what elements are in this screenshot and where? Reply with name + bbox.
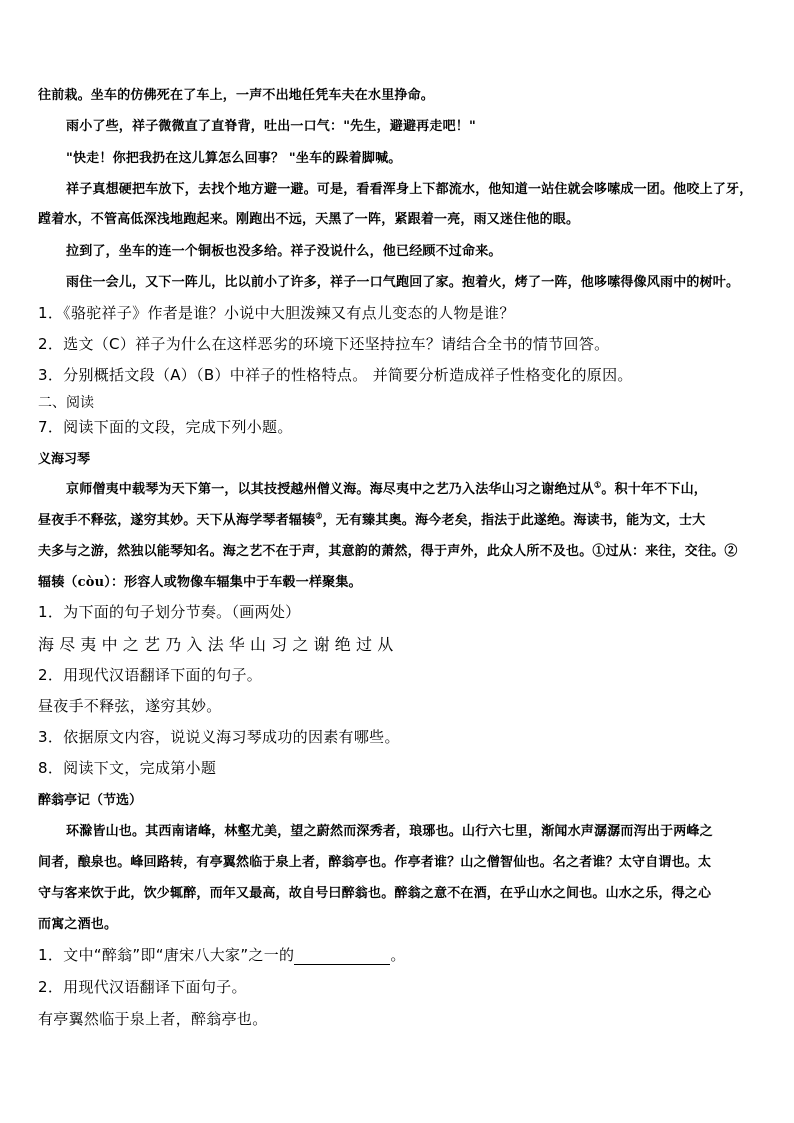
passage-line: 夫多与之游，然独以能琴知名。海之艺不在于声，其意韵的萧然，得于声外，此众人所不及也。①过从：来往，交往。② <box>38 544 738 559</box>
footnote-marker: ① <box>594 479 602 490</box>
passage-line: 往前栽。坐车的仿佛死在了车上，一声不出地任凭车夫在水里挣命。 <box>38 88 435 103</box>
passage-line: 雨住一会儿，又下一阵儿，比以前小了许多，祥子一口气跑回了家。抱着火，烤了一阵，他哆嗦得像风雨中的树叶。 <box>66 275 740 290</box>
question-sentence: 昼夜手不释弦，遂穷其妙。 <box>38 697 222 715</box>
question-item: 1．《骆驼祥子》作者是谁？小说中大胆泼辣又有点儿变态的人物是谁？ <box>38 304 515 322</box>
answer-blank[interactable] <box>294 950 390 965</box>
passage-line <box>38 509 758 528</box>
passage-title: 义海习琴 <box>38 452 91 467</box>
question-item: 1．为下面的句子划分节奏。（画两处） <box>38 603 301 621</box>
passage-line: 蹚着水，不管高低深浅地跑起来。刚跑出不远，天黑了一阵，紧跟着一亮，雨又迷住他的眼。 <box>38 212 580 227</box>
passage-line: 雨小了些，祥子微微直了直脊背，吐出一口气："先生，避避再走吧！" <box>66 119 476 134</box>
passage-title: 醉翁亭记（节选） <box>38 793 143 808</box>
passage-line: 守与客来饮于此，饮少辄醉，而年又最高，故自号曰醉翁也。醉翁之意不在酒，在乎山水之间也。山水之乐，得之心 <box>38 886 712 901</box>
footnote-marker: ② <box>315 510 323 521</box>
question-item: 2．选文（C）祥子为什么在这样恶劣的环境下还坚持拉车？请结合全书的情节回答。 <box>38 335 610 353</box>
passage-line: "快走！你把我扔在这儿算怎么回事？ "坐车的跺着脚喊。 <box>66 151 402 166</box>
question-item: 2．用现代汉语翻译下面句子。 <box>38 978 247 996</box>
footnote-line: 辐辏（còu）：形容人或物像车辐集中于车毂一样聚集。 <box>38 575 362 590</box>
passage-line: 拉到了，坐车的连一个铜板也没多给。祥子没说什么，他已经顾不过命来。 <box>66 244 502 259</box>
passage-line <box>66 478 758 497</box>
question-item <box>38 944 758 965</box>
passage-line: 环滁皆山也。其西南诸峰，林壑尤美，望之蔚然而深秀者，琅琊也。山行六七里，渐闻水声潺潺而泻出于两峰之 <box>66 824 713 839</box>
section-heading: 二、阅读 <box>38 395 94 411</box>
question-item: 3．依据原文内容，说说义海习琴成功的因素有哪些。 <box>38 728 400 746</box>
question-sentence: 海尽夷中之艺乃入法华山习之谢绝过从 <box>38 635 399 654</box>
question-item: 2．用现代汉语翻译下面的句子。 <box>38 666 263 684</box>
question-prompt: 7．阅读下面的文段，完成下列小题。 <box>38 418 293 436</box>
passage-text: 昼夜手不释弦，遂穷其妙。天下从海学琴者辐辏 <box>38 513 316 528</box>
passage-text: 京师僧夷中载琴为天下第一，以其技授越州僧义海。海尽夷中之艺乃入法华山习之谢绝过从 <box>66 482 595 497</box>
passage-line: 而寓之酒也。 <box>38 917 118 932</box>
question-prompt: 8．阅读下文，完成第小题 <box>38 759 217 777</box>
passage-text: 。积十年不下山， <box>601 482 707 497</box>
passage-line: 间者，酿泉也。峰回路转，有亭翼然临于泉上者，醉翁亭也。作亭者谁？山之僧智仙也。名之者谁？太守自谓也。太 <box>38 855 712 870</box>
question-text: 1．文中“醉翁”即“唐宋八大家”之一的 <box>38 946 295 964</box>
question-sentence: 有亭翼然临于泉上者，醉翁亭也。 <box>38 1010 268 1028</box>
question-text: 。 <box>390 946 406 964</box>
passage-line: 祥子真想硬把车放下，去找个地方避一避。可是，看看浑身上下都流水，他知道一站住就会哆嗦成一团。他咬上了牙， <box>66 182 753 197</box>
passage-text: ，无有臻其奥。海今老矣，指法于此遂绝。海读书，能为文，士大 <box>322 513 706 528</box>
question-item: 3．分别概括文段（A）（B）中祥子的性格特点。 并简要分析造成祥子性格变化的原因。 <box>38 366 633 384</box>
